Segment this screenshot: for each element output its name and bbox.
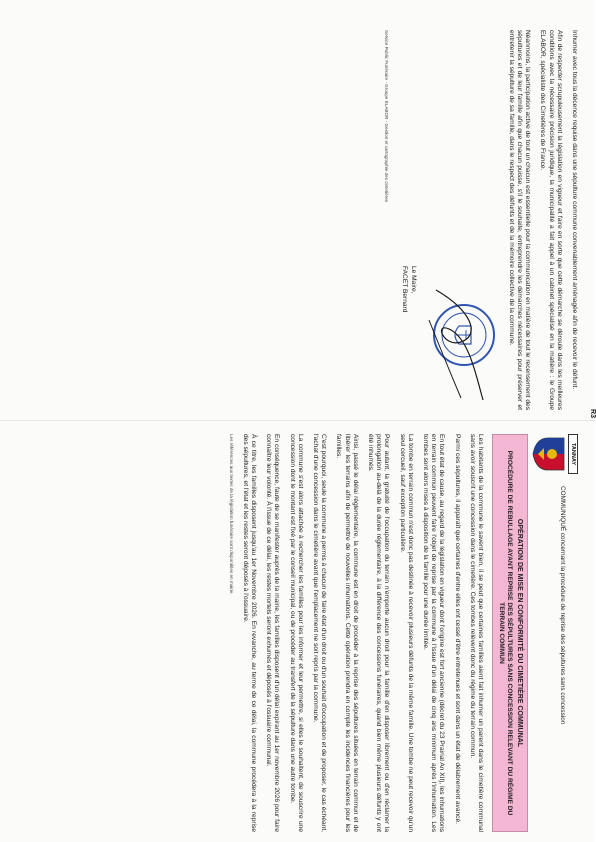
page-one-paragraph: En tout état de cause, au regard de la législation en vigueur dont l'origine est fort ancienne (décret du 23 Prairial An XII), les inhumations en terrain commun peuvent faire l'objet de reprise par la commune à l'issue d'un délai de cinq ans minimum après l'inhumation. Les tombes sont alors mises à disposition de la famille pour une durée limitée. — [421, 434, 446, 832]
signer-title: Le Maire, — [409, 266, 417, 294]
page-fold-line — [0, 420, 595, 421]
commune-logo — [527, 434, 578, 474]
procedure-title-box — [492, 434, 528, 832]
page-one-footnote: Les références aux textes de la législation funéraire sont disponibles en mairie. — [228, 434, 234, 595]
communique-header: COMMUNIQUÉ concernant la procédure de reprise des sépultures sans concession — [559, 486, 566, 725]
page-one-paragraph: Ainsi, passé le délai réglementaire, la commune est en droit de procéder à la reprise des sépultures situées en terrain commun et de libérer les terrains afin de permettre de nouvelles inhumations. Cette opération prendra en compte les incidences financières pour les familles. — [335, 434, 359, 832]
page-one-paragraph: Les habitants de la commune le savent bien, il se peut que certaines familles aient fait inhumer un parent dans le cimetière communal sans avoir souscrit une concession dans le cimetière. Ces tombes relèvent donc du régime du terrain commun. — [468, 434, 484, 832]
page-header — [534, 434, 578, 832]
commune-crest-icon — [532, 434, 566, 474]
page-one-paragraph: En conséquence, faute de se manifester auprès de la mairie, les familles disposent d'un délai expirant au 1er novembre 2026 pour faire connaître leur volonté. À l'issue de ce délai, les restes mortels seront exhumés et déposés à l'ossuaire communal. — [265, 434, 281, 832]
page-two-paragraph: Néanmoins, la participation active de tout un chacun est essentielle pour la communication en matière de tout le recensement des sépultures et de leur famille afin que chacun puisse, s'il le souhaite, entreprendre les démarches nécessaires pour préserver et entretenir la sépulture de sa famille, dans le respect des défunts et de la mémoire collective de la commune. — [507, 30, 532, 410]
page-one-paragraph: C'est pourquoi, seule la commune a permis à chacun de faire état d'un droit ou d'un souhait d'occupation et de proposer, le cas échéant, l'achat d'une concession dans le cimetière avant que l'emplacement ne soit repris par la commune. — [311, 434, 328, 832]
page-number: R3 — [589, 409, 596, 418]
page-one-paragraph: À ce titre, les familles disposent jusqu'au 1er Novembre 2026. En revanche, au terme de ce délai, la commune procédera à la reprise des sépultures, et l'état et les restes seront déposés à l'ossuaire. — [241, 434, 257, 832]
page-two-paragraph: Afin de respecter scrupuleusement la législation en vigueur et faire en sorte que cette démarche se déroule dans les meilleures conditions avec la nécessaire précision juridique, la municipalité a fait appel à un cabinet spécialisé en la matière : le Groupe ELABOR, spécialiste des Cimetières de France. — [539, 30, 563, 410]
page-two — [18, 30, 596, 418]
signature-block — [389, 30, 499, 410]
commune-name: TANNAY — [568, 434, 578, 474]
page-one — [18, 434, 578, 832]
page-one-paragraph: Pour autant, la gratuité de l'occupation du terrain n'emporte aucun droit pour la famille d'en disposer librement ou d'en réclamer la prolongation au-delà de la durée réglementaire, à la différence des concessions funéraires, quand bien même plusieurs défunts y ont été inhumés. — [366, 434, 391, 832]
procedure-subtitle: PROCÉDURE DE REBULLAGE AYANT REPRISE DES SÉPULTURES SANS CONCESSION RELEVANT DU RÉGIME DU TERRAIN COMMUN — [498, 450, 513, 816]
page-one-paragraph: La tombe en terrain commun n'est donc pas destinée à recevoir plusieurs défunts de la même famille. Une tombe ne peut recevoir qu'un seul cercueil, sauf exception particulière. — [398, 434, 414, 832]
signer-name: FACET Bernard — [400, 266, 408, 313]
handwritten-signature-icon — [421, 280, 491, 410]
page-two-paragraph: Inhumer avec tous la décence requise dans une sépulture commune convenablement aménagée afin de recevoir le défunt. — [571, 30, 578, 390]
procedure-title: OPÉRATION DE MISE EN CONFORMITÉ DU CIMETIÈRE COMMUNAL — [516, 518, 523, 748]
page-one-paragraph: Parmi ces sépultures, il apparaît que certaines d'entre elles ont cessé d'être entretenues et sont dans un état de délabrement avancé. — [453, 434, 461, 824]
page-one-paragraph: La commune s'est alors attachée à rechercher les familles pour les informer et leur permettre, si elles le souhaitent, de souscrire une concession dont le montant est fixé par le conseil municipal, ou de procéder au transfert de la sépulture dans une autre tombe. — [288, 434, 304, 832]
page-two-footnote: Service Public Funéraire - Groupe ELABOR - Gestion et cartographie des cimetières — [383, 30, 389, 203]
